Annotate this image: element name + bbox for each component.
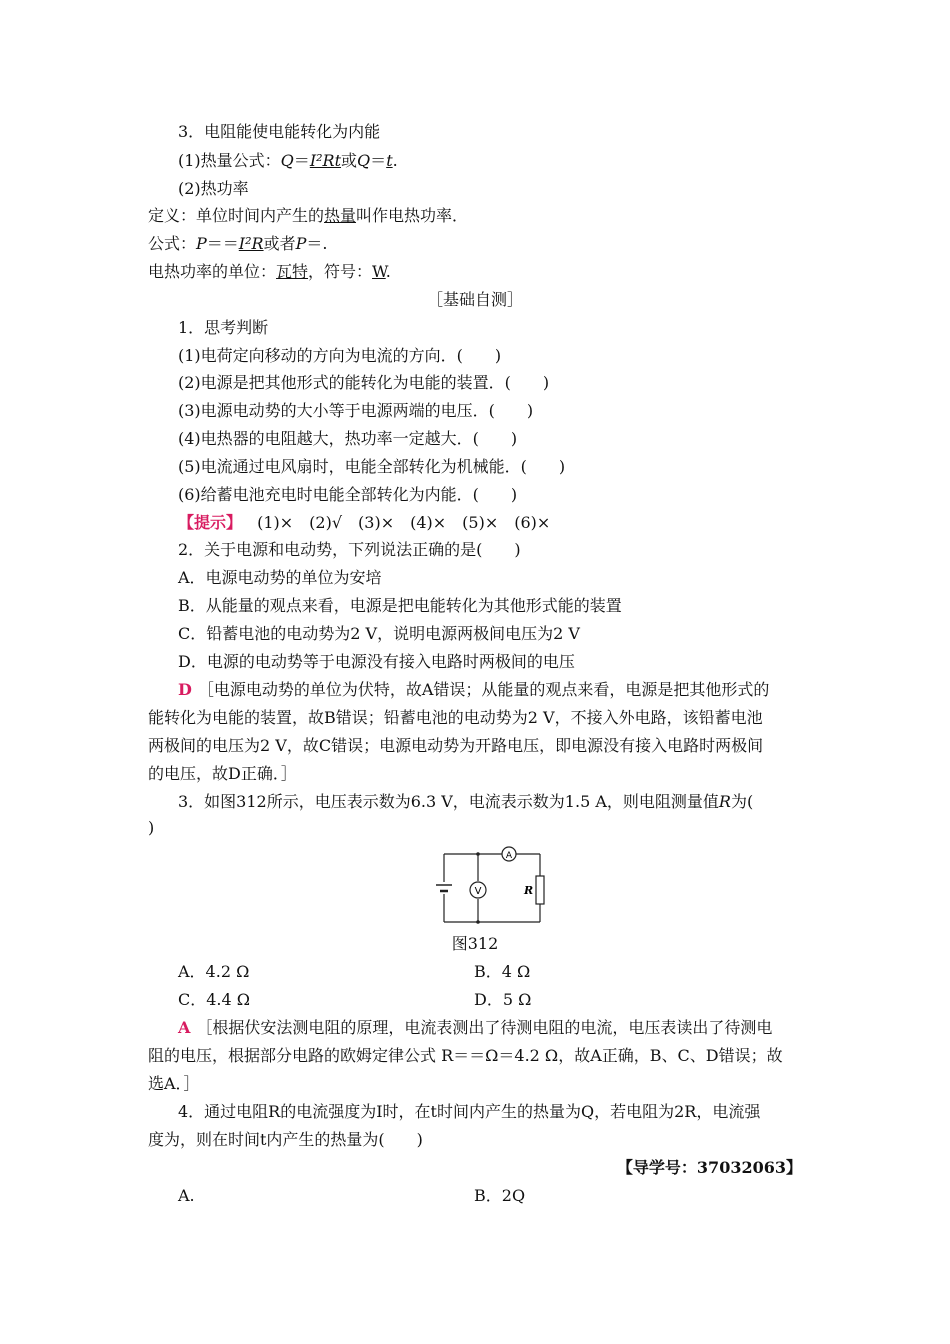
- judge-item: (6)给蓄电池充电时电能全部转化为内能．( ): [178, 485, 518, 504]
- formula-t: t: [386, 151, 393, 170]
- power-i2r: I²R: [238, 234, 264, 253]
- q2-option: D．电源的电动势等于电源没有接入电路时两极间的电压: [178, 652, 575, 671]
- resistor-label: R: [524, 884, 534, 897]
- formula-eq-alt: ＝: [370, 151, 387, 170]
- q3-option: C．4.4 Ω: [178, 990, 251, 1009]
- definition-prefix: 定义：单位时间内产生的: [148, 206, 325, 225]
- hint-line: [178, 513, 550, 533]
- judge-item: (1)电荷定向移动的方向为电流的方向．( ): [178, 346, 502, 365]
- q3-explain-first: [178, 1018, 772, 1038]
- q3-option: A．4.2 Ω: [178, 962, 250, 981]
- formula-i2rt: I²Rt: [309, 151, 342, 170]
- power-p-alt: P: [295, 234, 307, 253]
- q4-stem: 4．通过电阻R的电流强度为I时，在t时间内产生的热量为Q，若电阻为2R，电流强: [178, 1102, 761, 1121]
- q2-explain-text: ［电源电动势的单位为伏特，故A错误；从能量的观点来看，电源是把其他形式的: [197, 680, 770, 699]
- heat-formula-prefix: (1)热量公式：: [178, 151, 281, 170]
- figure-caption: 图312: [451, 934, 499, 953]
- formula-end: .: [392, 151, 398, 170]
- power-p: P: [196, 234, 207, 253]
- unit-symbol: W: [372, 262, 386, 281]
- q3-stem-close: ): [148, 818, 155, 837]
- ammeter-label: A: [505, 851, 513, 861]
- power-formula-line: [148, 234, 327, 254]
- unit-name: 瓦特: [276, 262, 309, 281]
- unit-end: .: [385, 262, 391, 281]
- formula-eq: ＝: [293, 151, 310, 170]
- junction-dot-top: [476, 852, 480, 856]
- q2-explain-line: 能转化为电能的装置，故B错误；铅蓄电池的电动势为2 V，不接入外电路，该铅蓄电池: [148, 708, 763, 727]
- judge-item: (5)电流通过电风扇时，电能全部转化为机械能．( ): [178, 457, 566, 476]
- guide-number: 【导学号：37032063】: [616, 1158, 802, 1177]
- junction-dot-bottom: [476, 920, 480, 924]
- circuit-diagram: [428, 846, 548, 928]
- q2-explain-first: [178, 680, 769, 700]
- power-formula-prefix: 公式：: [148, 234, 197, 253]
- hint-text: (1)× (2)√ (3)× (4)× (5)× (6)×: [257, 513, 551, 532]
- q3-option: B．4 Ω: [474, 962, 531, 981]
- unit-mid: ，符号：: [308, 262, 373, 281]
- q2-answer: D: [178, 680, 192, 699]
- formula-or: 或: [341, 151, 358, 170]
- q2-option: C．铅蓄电池的电动势为2 V，说明电源两极间电压为2 V: [178, 624, 580, 643]
- judge-item: (4)电热器的电阻越大，热功率一定越大．( ): [178, 429, 518, 448]
- definition-suffix: 叫作电热功率．: [356, 206, 469, 225]
- q2-option: A．电源电动势的单位为安培: [178, 568, 382, 587]
- q3-stem: [178, 792, 753, 812]
- formula-q-alt: Q: [357, 151, 371, 170]
- q3-stem-r: R: [718, 792, 731, 811]
- q4-option: B．2Q: [474, 1186, 526, 1205]
- q2-stem: 2．关于电源和电动势，下列说法正确的是( ): [178, 540, 521, 559]
- section-heading: 3．电阻能使电能转化为内能: [178, 122, 381, 141]
- q2-option: B．从能量的观点来看，电源是把电能转化为其他形式能的装置: [178, 596, 622, 615]
- q4-option: A.: [178, 1186, 195, 1205]
- voltmeter-label: V: [474, 886, 482, 897]
- formula-q: Q: [280, 151, 294, 170]
- heat-power-title: (2)热功率: [178, 179, 249, 198]
- selftest-title: ［基础自测］: [426, 290, 523, 309]
- q3-stem-end: 为(: [730, 792, 754, 811]
- q3-explain-line: 选A．］: [148, 1074, 200, 1093]
- q2-explain-line: 两极间的电压为2 V，故C错误；电源电动势为开路电压，即电源没有接入电路时两极间: [148, 736, 764, 755]
- definition-line: [148, 206, 468, 226]
- heat-formula-line: [178, 151, 398, 171]
- hint-label: 【提示】: [178, 513, 243, 532]
- q4-stem-cont: 度为，则在时间t内产生的热量为( ): [148, 1130, 423, 1149]
- q3-answer: A: [178, 1018, 191, 1037]
- q3-stem-text: 3．如图312所示，电压表示数为6.3 V，电流表示数为1.5 A，则电阻测量值: [178, 792, 719, 811]
- q3-explain-text: ［根据伏安法测电阻的原理，电流表测出了待测电阻的电流，电压表读出了待测电: [196, 1018, 773, 1037]
- power-or: 或者: [263, 234, 296, 253]
- q2-explain-line: 的电压，故D正确．］: [148, 764, 297, 783]
- q3-option: D．5 Ω: [474, 990, 532, 1009]
- judge-item: (3)电源电动势的大小等于电源两端的电压．( ): [178, 401, 534, 420]
- q3-explain-line: 阻的电压，根据部分电路的欧姆定律公式 R＝＝Ω＝4.2 Ω，故A正确，B、C、D错误；故: [148, 1046, 783, 1065]
- q1-title: 1．思考判断: [178, 318, 269, 337]
- unit-line: [148, 262, 391, 282]
- judge-item: (2)电源是把其他形式的能转化为电能的装置．( ): [178, 373, 550, 392]
- power-end: ＝.: [306, 234, 328, 253]
- power-eq: ＝＝: [206, 234, 239, 253]
- definition-heat: 热量: [324, 206, 357, 225]
- unit-prefix: 电热功率的单位：: [148, 262, 277, 281]
- resistor-symbol: [536, 876, 544, 904]
